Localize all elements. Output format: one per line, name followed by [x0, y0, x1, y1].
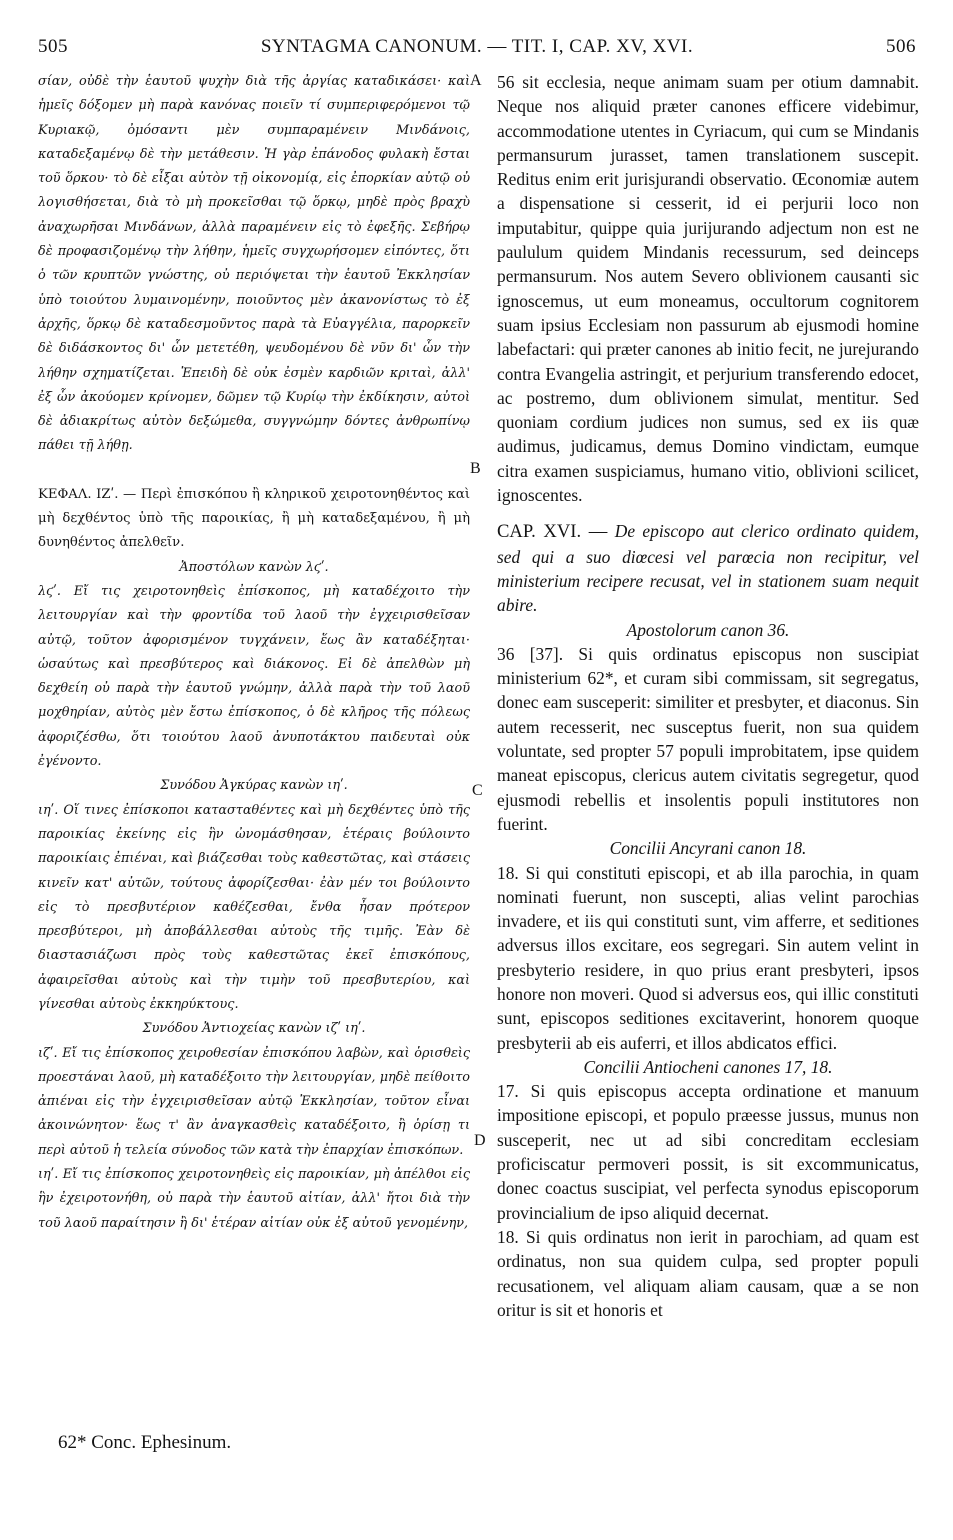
margin-marker-a: A: [470, 72, 482, 89]
page-number-right: 506: [886, 36, 916, 57]
latin-canon-text: 17. Si quis episcopus accepta ordinatione et manuum impositione episcopi, et populo præesse jussus, munus non susceperit, nec ut ad sibi concreditam ecclesiam proficiscatur permoveri possit, is sit excommunicatus, donec coactus suscipiat, vel perfecta synodus episcoporum provincialium de ipso aliquid decernat.: [497, 1081, 919, 1223]
greek-column: [38, 70, 470, 1236]
margin-marker-b: B: [470, 460, 481, 477]
greek-canon-text: ιζʹ. Εἴ τις ἐπίσκοπος χειροθεσίαν ἐπισκόπου λαβὼν, καὶ ὁρισθεὶς προεστάναι λαοῦ, μὴ καταδέξοιτο τὴν λειτουργίαν, μηδὲ πείθοιτο ἀπιέναι εἰς τὴν ἐγχειρισθεῖσαν αὐτῷ Ἐκκλησίαν, τοῦτον εἶναι ἀκοινώνητον· ἕως τ' ἂν ἀναγκασθεὶς καταδέξοιτο, ἢ ὁρίσῃ τι περὶ αὐτοῦ ἡ τελεία σύνοδος τῶν κατὰ τὴν ἐπαρχίαν ἐπισκόπων.: [38, 1045, 470, 1158]
latin-canon-title: Concilii Antiocheni canones 17, 18.: [583, 1056, 833, 1077]
latin-chapter-heading: [497, 519, 919, 617]
latin-paragraph: 56 sit ecclesia, neque animam suam per otium damnabit. Neque nos aliquid præter canones efficere videbimur, accommodatione utentes in Cyriacum, qui cum se Mindanis permansurum jurasset, tamen translationem suscepit. Reditus enim erit jurisjurandi observatio. Œconomiæ autem a dispensatione si cesserit, id ei perjurii loco non imputabitur, quippe quia jurijurando adjectum non est ne paululum quidem Mindanis recessurum, sed deinceps permansurum. Nos autem Severo oblivionem causanti sic ignoscemus, ut eum moneamus, occultorum cognitorem suam ipsius Ecclesiam non passurum ab ejusmodi homine labefactari: qui præter canones ab initio fecit, ne jurejurando contra Evangelia astringit, et perjurium transferendo edocet, ac postremo, dum oblivionem simulat, mentitur. Sed quoniam cordium judices non sumus, sed ex iis quæ audimus, judicamus, demus Domino vindictam, eumque citra examen suspiciamus, humano vitio, oblivioni scilicet, ignoscentes.: [497, 72, 919, 506]
greek-canon-title: Συνόδου Ἀγκύρας κανὼν ιηʹ.: [160, 778, 348, 794]
page-number-left: 505: [38, 36, 68, 57]
latin-canon-title: Apostolorum canon 36.: [626, 619, 790, 640]
greek-canon-title: Συνόδου Ἀντιοχείας κανὼν ιζʹ ιηʹ.: [142, 1021, 366, 1037]
greek-canon-title: Ἀποστόλων κανὼν λϛʹ.: [179, 559, 329, 575]
latin-canon-text: 18. Si qui constituti episcopi, et ab illa parochia, in quam nominati fuerunt, non suscepti, alias velint parochias invadere, et iis qui constituti sunt, vim afferre, et seditiones adversus illos excitare, eos segregari. Sin autem velint in presbyterio residere, in quo prius erant presbyteri, ipsos honore non moveri. Quod si adversus eos, qui illic constituti sunt, episcopos seditiones excitaverint, honorem quoque presbyterii ab eis auferri, et illos abdicatos effici.: [497, 862, 919, 1053]
greek-chapter-heading: ΚΕΦΑΛ. ΙΖʹ. — Περὶ ἐπισκόπου ἢ κληρικοῦ χειροτονηθέντος καὶ μὴ δεχθέντος ὑπὸ τῆς παροικίας, ἢ μὴ καταδεξαμένου, ἢ μὴ δυνηθέντος ἀπελθεῖν.: [38, 486, 470, 551]
running-title: SYNTAGMA CANONUM. — TIT. I, CAP. XV, XVI.: [260, 36, 694, 57]
latin-chapter-label: CAP. XVI. —: [497, 521, 608, 543]
greek-canon-text: ιηʹ. Εἴ τις ἐπίσκοπος χειροτονηθεὶς εἰς παροικίαν, μὴ ἀπέλθοι εἰς ἣν ἐχειροτονήθη, οὐ παρὰ τὴν ἑαυτοῦ αἰτίαν, ἀλλ' ἤτοι διὰ τὴν τοῦ λαοῦ παραίτησιν ἢ δι' ἑτέραν αἰτίαν οὐκ ἐξ αὐτοῦ γενομένην,: [38, 1167, 470, 1231]
latin-column: [497, 70, 919, 1322]
margin-marker-d: D: [474, 1132, 486, 1149]
greek-canon-text: ιηʹ. Οἵ τινες ἐπίσκοποι κατασταθέντες καὶ μὴ δεχθέντες ὑπὸ τῆς παροικίας ἐκείνης εἰς ἣν ὠνομάσθησαν, ἑτέραις βούλοιντο παροικίαις ἐπιέναι, καὶ βιάζεσθαι τοὺς καθεστῶτας, καὶ στάσεις κινεῖν κατ' αὐτῶν, τούτους ἀφορίζεσθαι· ἐὰν μέν τοι βούλοιντο εἰς τὸ πρεσβυτέριον καθέζεσθαι, ἔνθα ἦσαν πρότερον πρεσβύτεροι, μὴ ἀποβάλλεσθαι αὐτοὺς τῆς τιμῆς. Ἐὰν δὲ διαστασιάζωσι πρὸς τοὺς καθεστῶτας ἐκεῖ ἐπισκόπους, ἀφαιρεῖσθαι αὐτοὺς καὶ τὴν τιμὴν τοῦ πρεσβυτερίου, καὶ γίνεσθαι αὐτοὺς ἐκκηρύκτους.: [38, 802, 470, 1012]
footnote: 62* Conc. Ephesinum.: [58, 1432, 232, 1453]
running-header: [38, 36, 916, 66]
greek-paragraph: σίαν, οὐδὲ τὴν ἑαυτοῦ ψυχὴν διὰ τῆς ἀργίας καταδικάσει· καὶ ἡμεῖς δόξομεν μὴ παρὰ κανόνας ποιεῖν τί συμπεριφερόμενοι τῷ Κυριακῷ, ὀμόσαντι μὲν συμπαραμένειν Μινδάνοις, καταδεξαμένῳ δὲ τὴν μετάθεσιν. Ἡ γὰρ ἐπάνοδος φυλακὴ ἔσται τοῦ ὅρκου· τὸ δὲ εἶξαι αὐτὸν τῇ οἰκονομίᾳ, εἰς ἐπορκίαν αὐτῷ οὐ λογισθήσεται, διὰ τὸ μὴ προκεῖσθαι τῷ ὅρκῳ, μηδὲ πρὸς βραχὺ ἀναχωρῆσαι Μινδάνων, ἀλλὰ παραμένειν εἰς τὸ ἐφεξῆς. Σεβήρῳ δὲ προφασιζομένῳ τὴν λήθην, ἡμεῖς συγχωρήσομεν εἰπόντες, ὅτι ὁ τῶν κρυπτῶν γνώστης, οὐ περιόψεται τὴν ἑαυτοῦ Ἐκκλησίαν ὑπὸ τοιούτου λυμαινομένην, ποιοῦντος μὲν ἀκανονίστως τὸ ἐξ ἀρχῆς, ὅρκῳ δὲ καταδεσμοῦντος παρὰ τὰ Εὐαγγέλια, παρορκεῖν δὲ διδάσκοντος δι' ὧν μετετέθη, ψευδομένου δὲ νῦν δι' ὧν τὴν λήθην σχηματίζεται. Ἐπειδὴ δὲ οὐκ ἐσμὲν καρδιῶν κριταὶ, ἀλλ' ἐξ ὧν ἀκούομεν κρίνομεν, δῶμεν τῷ Κυρίῳ τὴν ἐκδίκησιν, αὐτοὶ δὲ ἀδιακρίτως αὐτὸν δεξώμεθα, συγγνώμην δόντες ἀνθρωπίνῳ πάθει τῇ λήθῃ.: [38, 74, 470, 454]
latin-chapter-title: De episcopo aut clerico ordinato quidem, sed qui a suo diœcesi vel parœcia non recipitur, vel ministerium recipere recusat, vel in stationem suam nequit abire.: [497, 521, 919, 616]
margin-marker-c: C: [472, 782, 483, 799]
latin-canon-text: 18. Si quis ordinatus non ierit in parochiam, ad quam est ordinatus, non sua quidem culpa, sed propter populi recusationem, vel aliquam aliam causam, quæ a se non oritur is sit et honoris et: [497, 1226, 919, 1320]
latin-canon-text: 36 [37]. Si quis ordinatus episcopus non suscipiat ministerium 62*, et curam sibi commissam, sit segregatus, donec eam susceperit: similiter et presbyter, et diaconus. Sin autem recesserit, nec susceptus fuerit, non sua quidem voluntate, sed propter 57 populi improbitatem, ipse quidem maneat episcopus, clericus autem civitatis segregetur, quod ejusmodi rebellis et insolentis populi institutores non fuerint.: [497, 643, 919, 834]
latin-canon-title: Concilii Ancyrani canon 18.: [609, 838, 807, 859]
greek-canon-text: λϛʹ. Εἴ τις χειροτονηθεὶς ἐπίσκοπος, μὴ καταδέχοιτο τὴν λειτουργίαν καὶ τὴν φροντίδα τοῦ λαοῦ τὴν ἐγχειρισθεῖσαν αὐτῷ, τοῦτον ἀφορισμένον τυγχάνειν, ἕως ἂν καταδέξηται· ὡσαύτως καὶ πρεσβύτερος καὶ διάκονος. Εἰ δὲ ἀπελθὼν μὴ δεχθείη οὐ παρὰ τὴν ἑαυτοῦ γνώμην, ἀλλὰ παρὰ τὴν τοῦ λαοῦ μοχθηρίαν, αὐτὸς μὲν ἔστω ἐπίσκοπος, ὁ δὲ κλῆρος τῆς πόλεως ἀφοριζέσθω, ὅτι τοιούτου λαοῦ ἀνυποτάκτου παιδευταὶ οὐκ ἐγένοντο.: [38, 583, 470, 770]
